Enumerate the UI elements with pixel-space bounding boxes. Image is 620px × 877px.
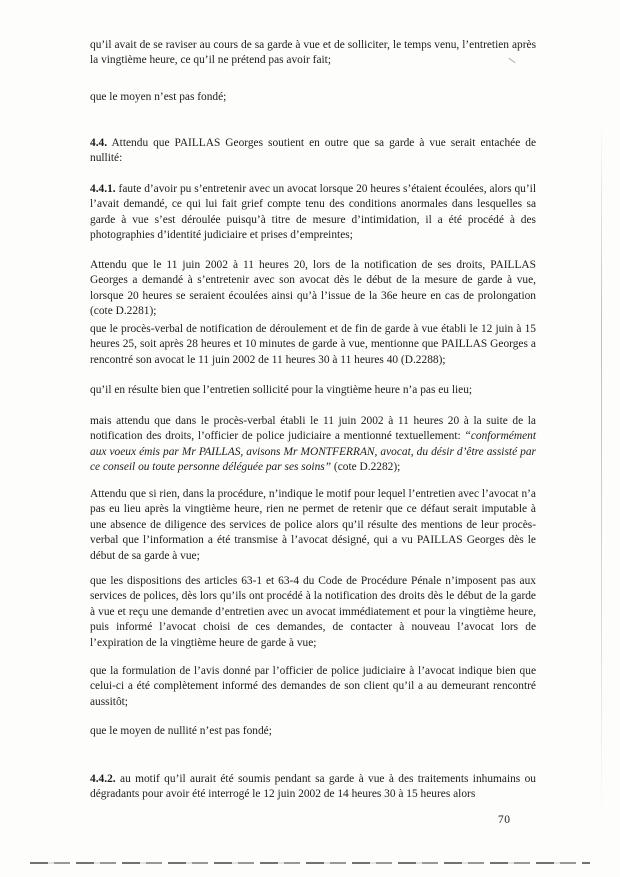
paragraph-attendu-notification: Attendu que le 11 juin 2002 à 11 heures 20, lors de la notification de ses droits, PAILLAS Georges a demandé à s’entretenir avec son avocat dès le début de la mesure de garde à vue, lorsque 20 heures se seraient écoulées ainsi qu’à l’issue de la 36e heure en cas de prolongation (cote D.2281); [90, 259, 536, 318]
section-number: 4.4.2. [90, 773, 116, 785]
section-number: 4.4.1. [90, 183, 116, 195]
scan-edge-line [601, 120, 602, 820]
page-number: 70 [498, 814, 511, 826]
paragraph-dispositions-articles: que les dispositions des articles 63-1 et 63-4 du Code de Procédure Pénale n’imposent pas aux services de polices, dès lors qu’ils ont procédé à la notification des droits dès le début de la garde à vue et reçu une demande d’entretien avec un avocat immédiatement et pour la vingtième heure, puis informé l’avocat choisi de ces demandes, de contacter à nouveau l’avocat lors de l’expiration de la vingtième heure de garde à vue; [90, 575, 536, 649]
paragraph-entretien-non-eu-lieu: qu’il en résulte bien que l’entretien sollicité pour la vingtième heure n’a pas eu lieu; [90, 384, 473, 396]
paragraph-attendu-motif: Attendu que si rien, dans la procédure, n’indique le motif pour lequel l’entretien avec l’avocat n’a pas eu lieu après la vingtième heure, rien ne permet de retenir que ce défaut serait imputable à une absence de diligence des services de police alors qu’il résulte des mentions de leur procès-verbal que l’information a été transmise à l’avocat désigné, qui a vu PAILLAS Georges dès le début de sa garde à vue; [90, 488, 536, 562]
paragraph-4-4-2: 4.4.2. au motif qu’il aurait été soumis pendant sa garde à vue à des traitements inhumains ou dégradants pour avoir été interrogé le 12 juin 2002 de 14 heures 30 à 15 heures alors [90, 773, 536, 801]
quoted-text: “conformément aux voeux émis par Mr PAILLAS, avisons Mr MONTFERRAN, avocat, du désir d’être assisté par ce conseil ou toute personne déléguée par ses soins” [90, 430, 536, 474]
paragraph-moyen-non-fonde-1: que le moyen n’est pas fondé; [90, 91, 227, 103]
paragraph-formulation-avis: que la formulation de l’avis donné par l’officier de police judiciaire à l’avocat indique bien que celui-ci a été complètement informé des demandes de son client qu’il a au demeurant rencontré aussitôt; [90, 665, 536, 708]
section-number: 4.4. [90, 137, 108, 149]
paragraph-continuation: qu’il avait de se raviser au cours de sa garde à vue et de solliciter, le temps venu, l’entretien après la vingtième heure, ce qu’il ne prétend pas avoir fait; [90, 39, 536, 67]
paragraph-mais-attendu: mais attendu que dans le procès-verbal établi le 11 juin 2002 à 11 heures 20 à la suite de la notification des droits, l’officier de police judiciaire a mentionné textuellement: “conformément aux voeux émis par Mr PAILLAS, avisons Mr MONTFERRAN, avocat, du désir d’être assisté par ce conseil ou toute personne déléguée par ses soins” (cote D.2282); [90, 415, 536, 474]
paragraph-4-4: 4.4. Attendu que PAILLAS Georges soutient en outre que sa garde à vue serait entachée de nullité: [90, 137, 536, 165]
scan-bottom-line [30, 862, 590, 864]
paragraph-4-4-1: 4.4.1. faute d’avoir pu s’entretenir avec un avocat lorsque 20 heures s’étaient écoulées, alors qu’il l’avait demandé, ce qui lui fait grief compte tenu des conditions anormales dans lesquelles sa garde à vue s’est déroulée puisqu’à titre de mesure d’intimidation, il a été procédé à des photographies d’identité judiciaire et prises d’empreintes; [90, 183, 536, 242]
paragraph-moyen-non-fonde-2: que le moyen de nullité n’est pas fondé; [90, 725, 272, 737]
paragraph-proces-verbal-fin: que le procès-verbal de notification de déroulement et de fin de garde à vue établi le 12 juin à 15 heures 25, soit après 28 heures et 10 minutes de garde à vue, mentionne que PAILLAS Georges a rencontré son avocat le 11 juin 2002 de 11 heures 30 à 11 heures 40 (D.2288); [90, 323, 536, 366]
